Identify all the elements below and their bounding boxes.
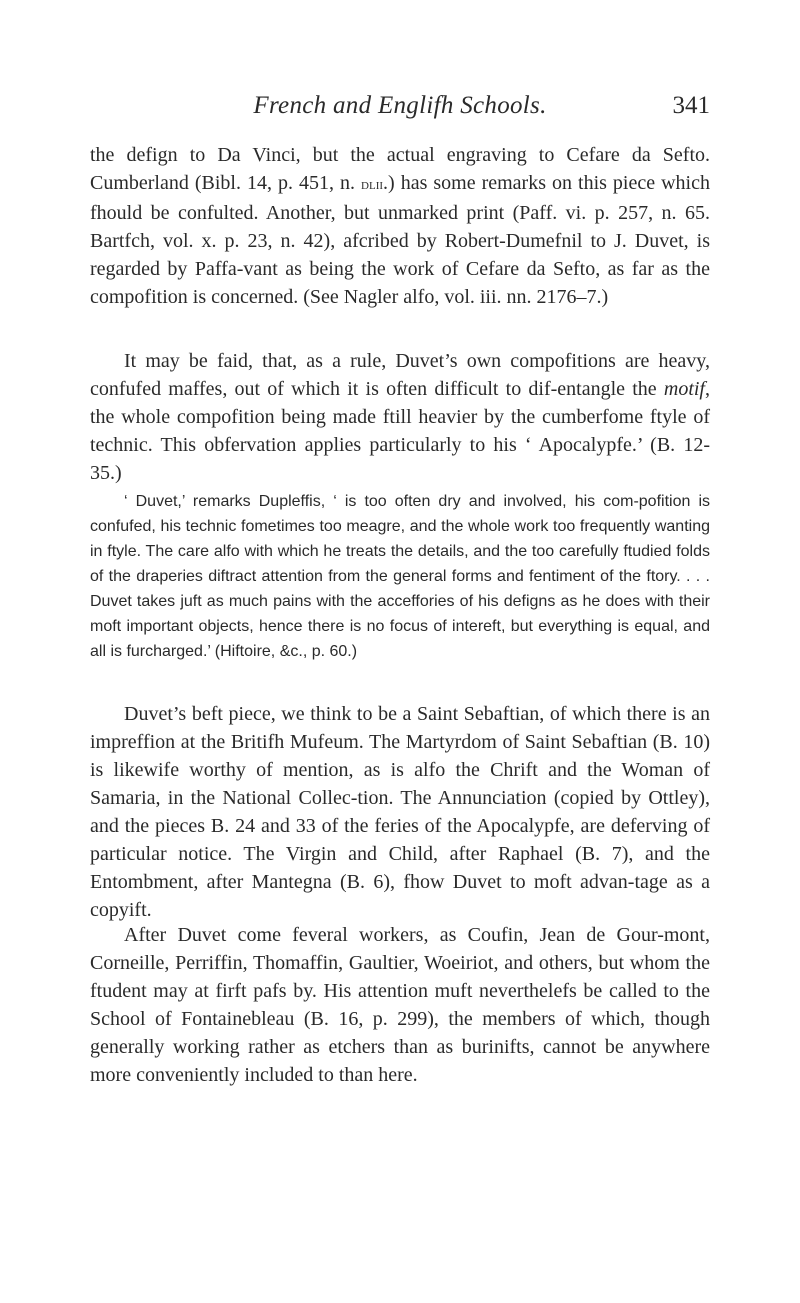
paragraph-text: .) has some remarks on this piece which fhould be confulted. Another, but unmarked print (Paff. vi. p. 257, n. 65. Bartfch, vol. x. p. 23, n. 42), afcribed by Robert-Dumefnil to J. Duvet, is regarded by Paffa-vant as being the work of Cefare da Sefto, as far as the compofition is concerned. (See Nagler alfo, vol. iii. nn. 2176–7.) xyxy=(90,172,710,308)
roman-numeral: dlii xyxy=(361,177,384,193)
paragraph-text: It may be faid, that, as a rule, Duvet’s own compofitions are heavy, confufed maffes, out of which it is often difficult to dif-entangle the xyxy=(90,350,710,400)
paragraph-text: the defign to Da Vinci, but the actual engraving to Cefare da Sefto. Cumberland (Bibl. 14, p. 451, n. xyxy=(90,144,710,194)
paragraph-after-duvet: After Duvet come feveral workers, as Coufin, Jean de Gour-mont, Corneille, Perriffin, Thomaffin, Gaultier, Woeiriot, and others, but whom the ftudent may at firft pafs by. His attention muft neverthelefs be called to the School of Fontainebleau (B. 16, p. 299), the members of which, though generally working rather as etchers than as burinifts, cannot be anywhere more conveniently included to than here. xyxy=(90,924,710,1086)
running-head xyxy=(90,92,710,132)
paragraph-duvet-compositions xyxy=(90,347,710,487)
paragraph-continued xyxy=(90,141,710,311)
page-number: 341 xyxy=(672,92,710,119)
paragraph-text: , the whole compofition being made ftill heavier by the cumberfome ftyle of technic. This obfervation applies particularly to his ‘ Apocalypfe.’ (B. 12-35.) xyxy=(90,378,710,484)
block-quote-duplessis: ‘ Duvet,’ remarks Dupleffis, ‘ is too often dry and involved, his com-pofition is confufed, his technic fometimes too meagre, and the whole work too frequently wanting in ftyle. The care alfo with which he treats the details, and the too carefully ftudied folds of the draperies diftract attention from the general forms and fentiment of the ftory. . . . Duvet takes juft as much pains with the acceffories of his defigns as he does with their moft important objects, hence there is no focus of intereft, but everything is equal, and all is furcharged.’ (Hiftoire, &c., p. 60.) xyxy=(90,493,710,660)
italic-term: motif xyxy=(663,378,705,400)
paragraph-best-piece: Duvet’s beft piece, we think to be a Saint Sebaftian, of which there is an impreffion at the Britifh Mufeum. The Martyrdom of Saint Sebaftian (B. 10) is likewife worthy of mention, as is alfo the Chrift and the Woman of Samaria, in the National Collec-tion. The Annunciation (copied by Ottley), and the pieces B. 24 and 33 of the feries of the Apocalypfe, are deferving of particular notice. The Virgin and Child, after Raphael (B. 7), and the Entombment, after Mantegna (B. 6), fhow Duvet to moft advan-tage as a copyift. xyxy=(90,703,710,921)
running-title: French and Englifh Schools. xyxy=(253,92,547,119)
